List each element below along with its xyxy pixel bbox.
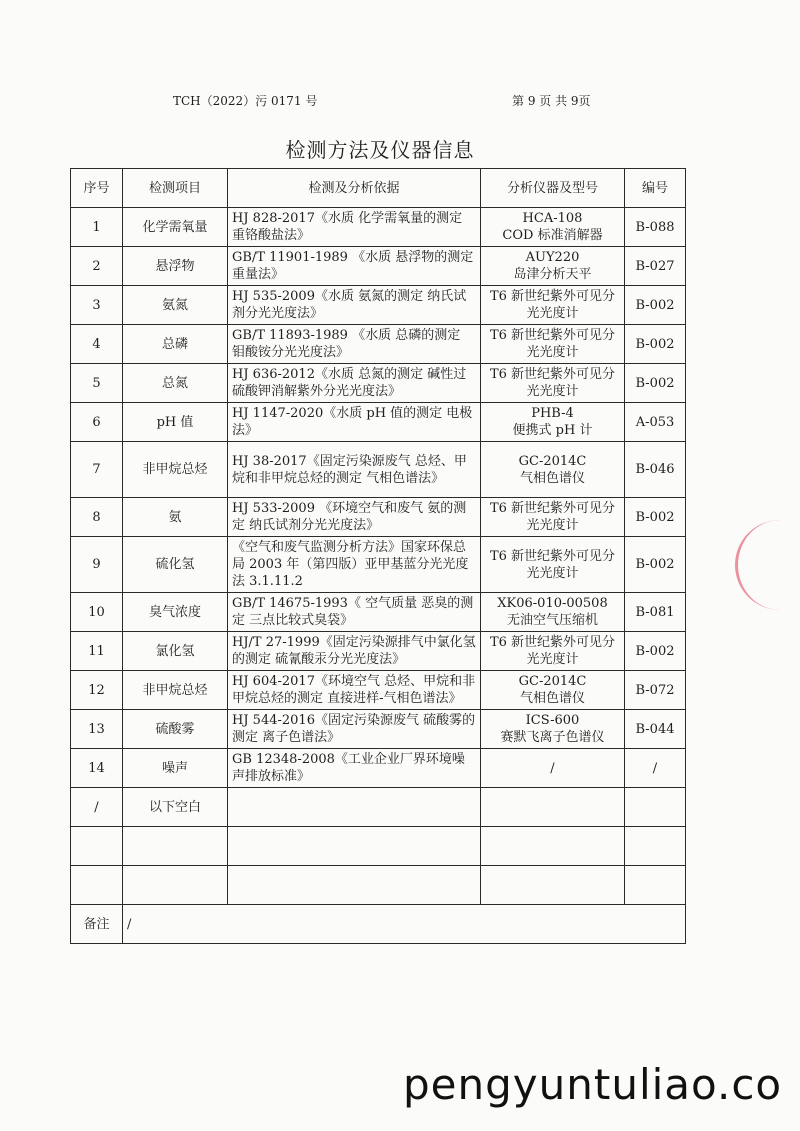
row-number: 11 <box>71 632 123 671</box>
instrument-code: B-002 <box>625 286 686 325</box>
instrument-code <box>625 788 686 827</box>
row-number: 10 <box>71 593 123 632</box>
page-info: 第 9 页 共 9页 <box>512 94 591 108</box>
method-instrument-table <box>70 168 686 944</box>
instrument-model: PHB-4 便携式 pH 计 <box>481 403 625 442</box>
method-basis: HJ 1147-2020《水质 pH 值的测定 电极法》 <box>228 403 481 442</box>
instrument-code <box>625 827 686 866</box>
method-basis: GB/T 11901-1989 《水质 悬浮物的测定 重量法》 <box>228 247 481 286</box>
test-item <box>123 866 228 905</box>
table-row <box>71 364 686 403</box>
method-basis <box>228 827 481 866</box>
table-row <box>71 442 686 498</box>
test-item: pH 值 <box>123 403 228 442</box>
remarks-row <box>71 905 686 944</box>
test-item: 氯化氢 <box>123 632 228 671</box>
instrument-code: B-002 <box>625 632 686 671</box>
instrument-model: ICS-600 赛默飞离子色谱仪 <box>481 710 625 749</box>
instrument-model <box>481 866 625 905</box>
method-basis: HJ 604-2017《环境空气 总烃、甲烷和非甲烷总烃的测定 直接进样-气相色谱法》 <box>228 671 481 710</box>
instrument-code: B-081 <box>625 593 686 632</box>
table-row <box>71 710 686 749</box>
instrument-code: B-044 <box>625 710 686 749</box>
table-row <box>71 537 686 593</box>
column-header-basis: 检测及分析依据 <box>228 169 481 208</box>
row-number: 8 <box>71 498 123 537</box>
table-row <box>71 632 686 671</box>
instrument-model: AUY220 岛津分析天平 <box>481 247 625 286</box>
page-title: 检测方法及仪器信息 <box>285 138 475 162</box>
instrument-code: B-002 <box>625 364 686 403</box>
instrument-model: / <box>481 749 625 788</box>
test-item: 悬浮物 <box>123 247 228 286</box>
table-row <box>71 498 686 537</box>
test-item: 氨 <box>123 498 228 537</box>
table-row <box>71 403 686 442</box>
test-item: 非甲烷总烃 <box>123 442 228 498</box>
method-basis <box>228 788 481 827</box>
instrument-model: XK06-010-00508 无油空气压缩机 <box>481 593 625 632</box>
instrument-code <box>625 866 686 905</box>
method-basis: HJ 38-2017《固定污染源废气 总烃、甲烷和非甲烷总烃的测定 气相色谱法》 <box>228 442 481 498</box>
table-row <box>71 671 686 710</box>
table-row <box>71 827 686 866</box>
instrument-code: B-088 <box>625 208 686 247</box>
instrument-model: GC-2014C 气相色谱仪 <box>481 442 625 498</box>
row-number: 2 <box>71 247 123 286</box>
instrument-code: B-002 <box>625 325 686 364</box>
row-number <box>71 827 123 866</box>
test-item: 总磷 <box>123 325 228 364</box>
remarks-value: / <box>123 905 686 944</box>
instrument-model: T6 新世纪紫外可见分光光度计 <box>481 325 625 364</box>
column-header-no: 序号 <box>71 169 123 208</box>
instrument-model: HCA-108 COD 标准消解器 <box>481 208 625 247</box>
test-item: 噪声 <box>123 749 228 788</box>
column-header-item: 检测项目 <box>123 169 228 208</box>
instrument-model: T6 新世纪紫外可见分光光度计 <box>481 498 625 537</box>
row-number: 3 <box>71 286 123 325</box>
table-row <box>71 325 686 364</box>
instrument-code: B-046 <box>625 442 686 498</box>
row-number: / <box>71 788 123 827</box>
row-number: 14 <box>71 749 123 788</box>
test-item <box>123 827 228 866</box>
test-item: 氨氮 <box>123 286 228 325</box>
column-header-code: 编号 <box>625 169 686 208</box>
report-number: TCH（2022）污 0171 号 <box>173 94 318 108</box>
method-basis: HJ 636-2012《水质 总氮的测定 碱性过硫酸钾消解紫外分光光度法》 <box>228 364 481 403</box>
instrument-code: / <box>625 749 686 788</box>
test-item: 化学需氧量 <box>123 208 228 247</box>
table-row <box>71 286 686 325</box>
instrument-code: A-053 <box>625 403 686 442</box>
row-number: 1 <box>71 208 123 247</box>
method-basis: HJ 535-2009《水质 氨氮的测定 纳氏试剂分光光度法》 <box>228 286 481 325</box>
table-body <box>71 208 686 905</box>
instrument-code: B-027 <box>625 247 686 286</box>
row-number: 6 <box>71 403 123 442</box>
test-item: 臭气浓度 <box>123 593 228 632</box>
instrument-model: T6 新世纪紫外可见分光光度计 <box>481 286 625 325</box>
method-basis: HJ 533-2009 《环境空气和废气 氨的测定 纳氏试剂分光光度法》 <box>228 498 481 537</box>
method-basis: HJ/T 27-1999《固定污染源排气中氯化氢的测定 硫氰酸汞分光光度法》 <box>228 632 481 671</box>
instrument-model: T6 新世纪紫外可见分光光度计 <box>481 632 625 671</box>
instrument-model: T6 新世纪紫外可见分光光度计 <box>481 364 625 403</box>
method-basis: 《空气和废气监测分析方法》国家环保总局 2003 年（第四版）亚甲基蓝分光光度法 3.1.11.2 <box>228 537 481 593</box>
row-number: 5 <box>71 364 123 403</box>
method-basis: GB/T 11893-1989 《水质 总磷的测定 钼酸铵分光光度法》 <box>228 325 481 364</box>
row-number: 9 <box>71 537 123 593</box>
table-row <box>71 866 686 905</box>
test-item: 硫化氢 <box>123 537 228 593</box>
method-basis: HJ 828-2017《水质 化学需氧量的测定 重铬酸盐法》 <box>228 208 481 247</box>
instrument-code: B-002 <box>625 537 686 593</box>
test-item: 非甲烷总烃 <box>123 671 228 710</box>
instrument-model <box>481 827 625 866</box>
row-number: 7 <box>71 442 123 498</box>
table-row <box>71 788 686 827</box>
site-watermark: pengyuntuliao.co <box>403 1060 783 1109</box>
test-item: 总氮 <box>123 364 228 403</box>
instrument-model <box>481 788 625 827</box>
row-number: 12 <box>71 671 123 710</box>
row-number <box>71 866 123 905</box>
table-row <box>71 593 686 632</box>
table-header-row <box>71 169 686 208</box>
instrument-code: B-072 <box>625 671 686 710</box>
method-basis: GB 12348-2008《工业企业厂界环境噪声排放标准》 <box>228 749 481 788</box>
red-seal-stamp <box>735 520 798 610</box>
method-basis <box>228 866 481 905</box>
instrument-model: GC-2014C 气相色谱仪 <box>481 671 625 710</box>
table-row <box>71 247 686 286</box>
remarks-label: 备注 <box>71 905 123 944</box>
column-header-instrument: 分析仪器及型号 <box>481 169 625 208</box>
method-basis: HJ 544-2016《固定污染源废气 硫酸雾的测定 离子色谱法》 <box>228 710 481 749</box>
instrument-model: T6 新世纪紫外可见分光光度计 <box>481 537 625 593</box>
row-number: 13 <box>71 710 123 749</box>
test-item: 以下空白 <box>123 788 228 827</box>
method-basis: GB/T 14675-1993《 空气质量 恶臭的测定 三点比较式臭袋》 <box>228 593 481 632</box>
instrument-code: B-002 <box>625 498 686 537</box>
test-item: 硫酸雾 <box>123 710 228 749</box>
row-number: 4 <box>71 325 123 364</box>
table-row <box>71 208 686 247</box>
table-row <box>71 749 686 788</box>
